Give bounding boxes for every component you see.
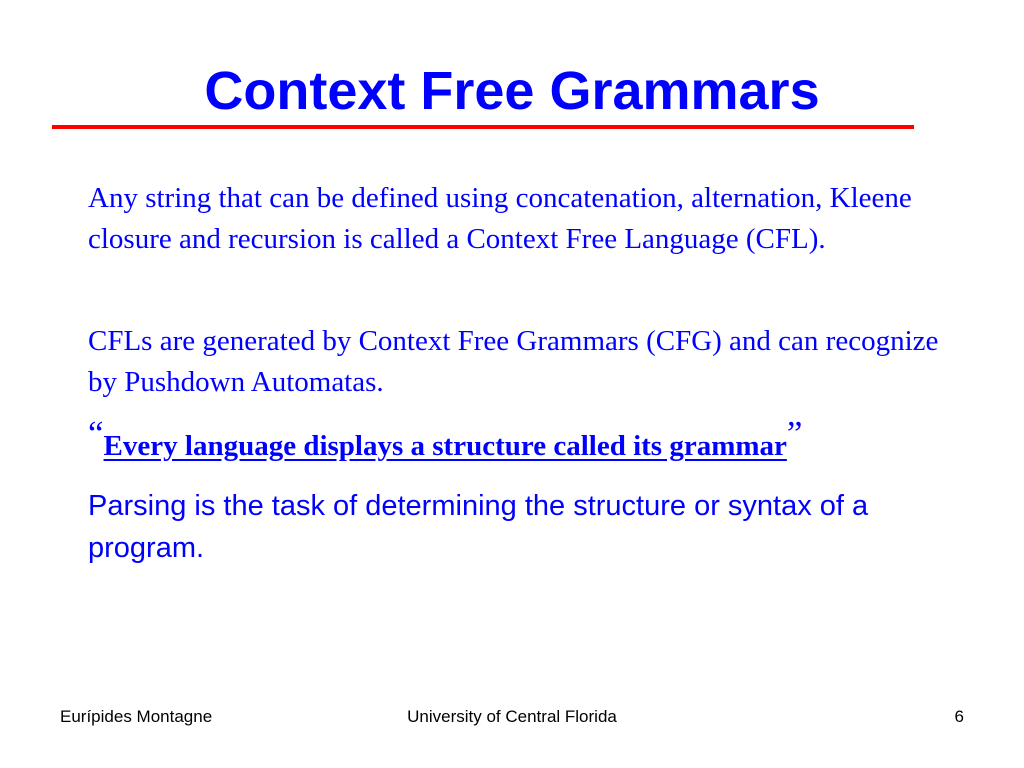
cfl-definition-paragraph: Any string that can be defined using concatenation, alternation, Kleene closure and recursion is called a Context Free Language (CFL). (88, 182, 912, 255)
open-quote-mark: “ (88, 414, 104, 453)
slide-title: Context Free Grammars (204, 61, 820, 121)
title-divider (52, 125, 914, 129)
cfg-paragraph: CFLs are generated by Context Free Grammars (CFG) and can recognize by Pushdown Automatas. (88, 325, 939, 398)
footer-author: Eurípides Montagne (60, 707, 213, 726)
footer-institution: University of Central Florida (407, 707, 617, 726)
quote-text: Every language displays a structure called its grammar (103, 430, 787, 462)
parsing-paragraph: Parsing is the task of determining the structure or syntax of a program. (88, 490, 869, 564)
footer-page-number: 6 (954, 707, 964, 726)
close-quote-mark: ” (786, 414, 803, 453)
grammar-quote (88, 414, 948, 472)
